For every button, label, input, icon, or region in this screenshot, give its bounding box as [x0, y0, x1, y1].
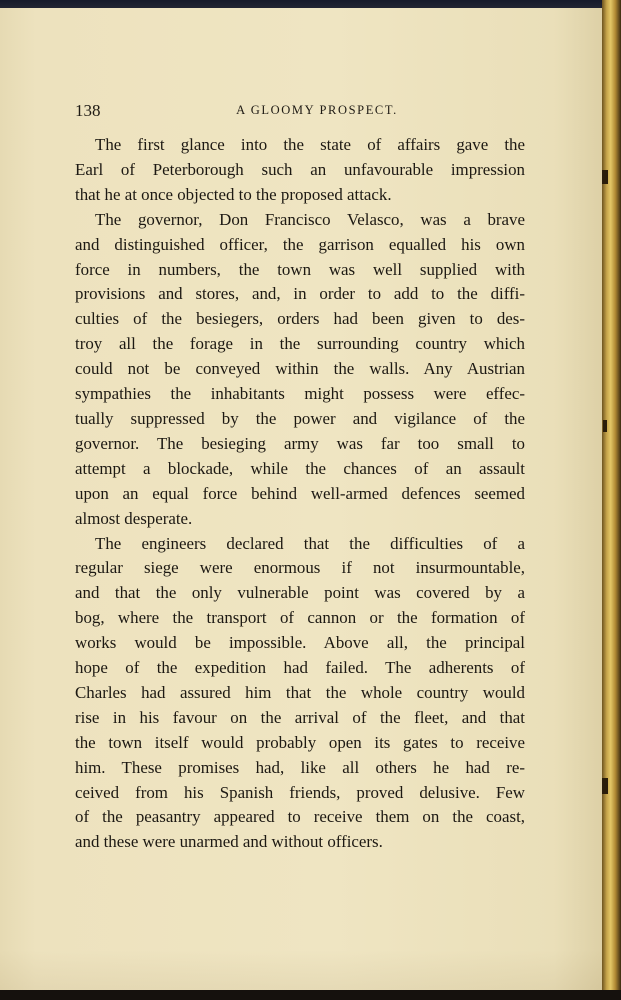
- running-head-title: A GLOOMY PROSPECT.: [236, 103, 398, 117]
- text-line: hope of the expedition had failed. The adherents of: [75, 658, 525, 678]
- running-head: [75, 101, 525, 123]
- text-line: him. These promises had, like all others he had re-: [75, 757, 525, 777]
- text-line: and these were unarmed and without officers.: [75, 832, 383, 852]
- paragraph: [75, 532, 525, 856]
- text-line: culties of the besiegers, orders had been given to des-: [75, 309, 525, 329]
- text-line: bog, where the transport of cannon or the formation of: [75, 608, 525, 628]
- body-text: [75, 133, 525, 855]
- spine-mark: [603, 420, 607, 432]
- text-line: could not be conveyed within the walls. Any Austrian: [75, 359, 525, 379]
- scan-bottom-edge: [0, 990, 621, 1000]
- text-line: rise in his favour on the arrival of the fleet, and that: [75, 707, 525, 727]
- text-line: provisions and stores, and, in order to add to the diffi-: [75, 284, 525, 304]
- text-line: The governor, Don Francisco Velasco, was a brave: [95, 209, 525, 229]
- text-line: ceived from his Spanish friends, proved delusive. Few: [75, 782, 525, 802]
- text-line: that he at once objected to the proposed attack.: [75, 184, 392, 204]
- text-line: force in numbers, the town was well supplied with: [75, 259, 525, 279]
- text-line: tually suppressed by the power and vigilance of the: [75, 408, 525, 428]
- text-line: upon an equal force behind well-armed defences seemed: [75, 483, 525, 503]
- spine-mark: [602, 170, 608, 184]
- text-line: Charles had assured him that the whole country would: [75, 682, 525, 702]
- text-line: works would be impossible. Above all, the principal: [75, 633, 525, 653]
- text-line: troy all the forage in the surrounding country which: [75, 334, 525, 354]
- text-line: governor. The besieging army was far too small to: [75, 433, 525, 453]
- text-line: The engineers declared that the difficulties of a: [95, 533, 525, 553]
- text-line: almost desperate.: [75, 508, 193, 528]
- text-line: Earl of Peterborough such an unfavourable impression: [75, 159, 525, 179]
- text-line: the town itself would probably open its gates to receive: [75, 732, 525, 752]
- text-line: attempt a blockade, while the chances of an assault: [75, 458, 525, 478]
- text-line: regular siege were enormous if not insurmountable,: [75, 558, 525, 578]
- spine-mark: [602, 778, 608, 794]
- text-line: and distinguished officer, the garrison equalled his own: [75, 234, 525, 254]
- text-line: and that the only vulnerable point was covered by a: [75, 583, 525, 603]
- text-line: sympathies the inhabitants might possess were effec-: [75, 384, 525, 404]
- text-line: of the peasantry appeared to receive them on the coast,: [75, 807, 525, 827]
- paragraph: [75, 208, 525, 532]
- paragraph: [75, 133, 525, 208]
- page-shading: [0, 950, 602, 990]
- page-number: 138: [75, 101, 101, 120]
- book-spine-edge: [602, 0, 621, 1000]
- text-line: The first glance into the state of affairs gave the: [95, 135, 525, 154]
